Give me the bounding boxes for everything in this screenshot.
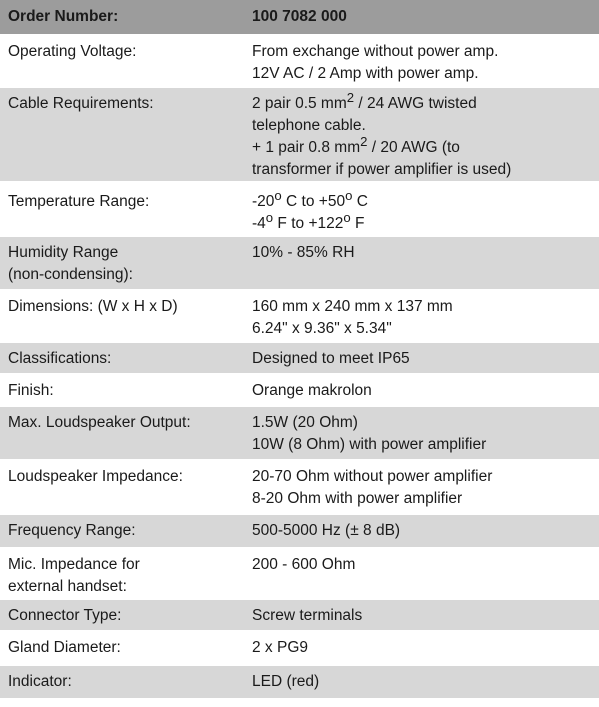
table-row: [0, 342, 599, 374]
row-label: Classifications:: [0, 342, 248, 374]
row-label: Frequency Range:: [0, 514, 248, 548]
row-value: Screw terminals: [248, 599, 599, 631]
value-line: telephone cable.: [252, 117, 366, 134]
table-row: [0, 87, 599, 182]
value-line: 8-20 Ohm with power amplifier: [252, 490, 463, 507]
value-line: transformer if power amplifier is used): [252, 161, 512, 178]
value-line: 10W (8 Ohm) with power amplifier: [252, 436, 487, 453]
row-value: [248, 182, 599, 236]
row-value: [248, 460, 599, 514]
row-label: Loudspeaker Impedance:: [0, 460, 248, 514]
table-row: [0, 514, 599, 548]
row-value: [248, 290, 599, 342]
order-number-label: Order Number:: [0, 0, 248, 35]
value-line: -20o C to +50o C: [252, 188, 368, 210]
table-row: [0, 182, 599, 236]
row-label: Cable Requirements:: [0, 87, 248, 182]
row-label: Dimensions: (W x H x D): [0, 290, 248, 342]
value-line: 160 mm x 240 mm x 137 mm: [252, 298, 453, 315]
value-line: 2 pair 0.5 mm2 / 24 AWG twisted: [252, 90, 477, 112]
table-row: [0, 665, 599, 699]
value-line: 6.24" x 9.36" x 5.34": [252, 320, 392, 337]
table-header-row: [0, 0, 599, 35]
order-number-value: 100 7082 000: [248, 0, 599, 35]
row-value: [248, 87, 599, 182]
table-row: [0, 290, 599, 342]
row-label: Mic. Impedance for external handset:: [0, 548, 248, 599]
table-row: [0, 236, 599, 290]
row-label: Temperature Range:: [0, 182, 248, 236]
row-value: [248, 406, 599, 460]
row-value: 10% - 85% RH: [248, 236, 599, 290]
row-label: Gland Diameter:: [0, 631, 248, 665]
row-value: 2 x PG9: [248, 631, 599, 665]
table-row: [0, 460, 599, 514]
row-value: [248, 35, 599, 87]
row-label: Connector Type:: [0, 599, 248, 631]
row-value: 200 - 600 Ohm: [248, 548, 599, 599]
row-value: Orange makrolon: [248, 374, 599, 406]
value-line: -4o F to +122o F: [252, 210, 365, 232]
row-value: LED (red): [248, 665, 599, 699]
table-row: [0, 35, 599, 87]
table-row: [0, 599, 599, 631]
row-label: Indicator:: [0, 665, 248, 699]
value-line: 1.5W (20 Ohm): [252, 414, 358, 431]
row-label: Humidity Range (non-condensing):: [0, 236, 248, 290]
value-line: + 1 pair 0.8 mm2 / 20 AWG (to: [252, 134, 460, 156]
table-row: [0, 631, 599, 665]
row-label: Finish:: [0, 374, 248, 406]
value-line: From exchange without power amp.: [252, 43, 499, 60]
row-value: Designed to meet IP65: [248, 342, 599, 374]
row-value: 500-5000 Hz (± 8 dB): [248, 514, 599, 548]
table-row: [0, 374, 599, 406]
row-label: Max. Loudspeaker Output:: [0, 406, 248, 460]
table-row: [0, 548, 599, 599]
value-line: 20-70 Ohm without power amplifier: [252, 468, 493, 485]
row-label: Operating Voltage:: [0, 35, 248, 87]
value-line: 12V AC / 2 Amp with power amp.: [252, 65, 479, 82]
table-row: [0, 406, 599, 460]
